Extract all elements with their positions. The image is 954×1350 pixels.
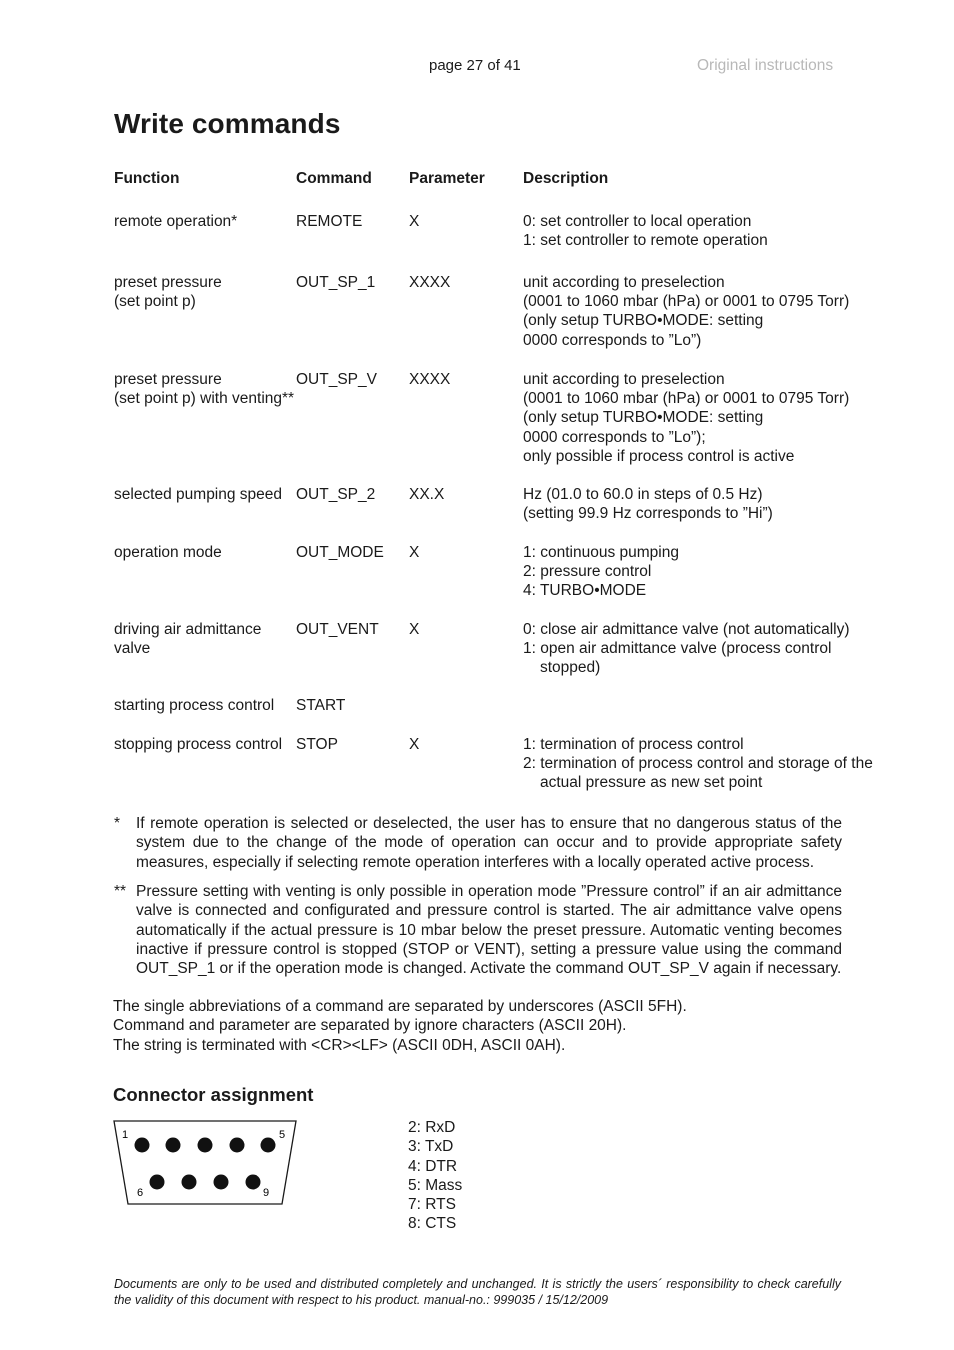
connector-pin <box>246 1175 261 1190</box>
command-cell: OUT_MODE <box>296 544 384 561</box>
function-cell <box>114 620 261 658</box>
function-line: operation mode <box>114 544 222 561</box>
command-cell: OUT_SP_1 <box>296 274 376 291</box>
function-cell <box>114 212 237 231</box>
connector-pin <box>198 1138 213 1153</box>
command-syntax-notes <box>113 997 687 1055</box>
description-line: stopped) <box>540 659 601 677</box>
pin-label-1: 1 <box>122 1129 129 1141</box>
description-line: 4: TURBO•MODE <box>523 582 647 600</box>
connector-pin <box>166 1138 181 1153</box>
function-cell <box>114 370 294 408</box>
pin-label-5: 5 <box>279 1129 286 1141</box>
column-header-function: Function <box>114 170 180 187</box>
page-number: page 27 of 41 <box>429 57 521 74</box>
command-cell: STOP <box>296 736 338 753</box>
connector-assignment-heading: Connector assignment <box>113 1084 314 1105</box>
pin-label-6: 6 <box>137 1187 144 1199</box>
connector-pin <box>182 1175 197 1190</box>
parameter-cell: XXXX <box>409 274 451 291</box>
description-line: 2: pressure control <box>523 563 652 581</box>
pin-label-9: 9 <box>263 1187 270 1199</box>
column-header-parameter: Parameter <box>409 170 485 187</box>
description-line: 1: termination of process control <box>523 736 744 753</box>
parameter-cell: X <box>409 544 420 561</box>
description-line: (0001 to 1060 mbar (hPa) or 0001 to 0795 Torr) <box>523 293 850 311</box>
description-line: (only setup TURBO•MODE: setting <box>523 312 764 330</box>
function-line: valve <box>114 640 151 658</box>
function-line: driving air admittance <box>114 621 262 638</box>
function-line: preset pressure <box>114 371 222 388</box>
description-line: 0: set controller to local operation <box>523 213 752 230</box>
command-cell: REMOTE <box>296 213 363 230</box>
description-cell <box>523 485 773 523</box>
syntax-line: The string is terminated with <CR><LF> (ASCII 0DH, ASCII 0AH). <box>113 1036 566 1054</box>
footer-disclaimer: Documents are only to be used and distributed completely and unchanged. It is strictly the users´ responsibility to check carefully the validity of this document with respect to his product. manual-no.: 999035 / 15/12/2009 <box>114 1277 841 1307</box>
command-cell: OUT_SP_2 <box>296 486 376 503</box>
description-line: 1: open air admittance valve (process control <box>523 640 832 658</box>
command-cell: OUT_VENT <box>296 621 379 638</box>
function-line: preset pressure <box>114 274 222 291</box>
function-cell <box>114 273 222 311</box>
function-line: stopping process control <box>114 736 283 753</box>
description-cell <box>523 273 849 350</box>
description-cell <box>523 543 679 601</box>
function-cell <box>114 485 282 504</box>
column-header-command: Command <box>296 170 372 187</box>
description-line: 0: close air admittance valve (not automatically) <box>523 621 850 638</box>
description-line: 1: continuous pumping <box>523 544 679 561</box>
footnote-marker: ** <box>114 883 127 900</box>
pin-assignment: 3: TxD <box>408 1138 454 1156</box>
description-line: 0000 corresponds to ”Lo”); <box>523 428 706 446</box>
pin-assignment-list <box>408 1118 462 1234</box>
pin-assignment: 5: Mass <box>408 1176 463 1194</box>
db9-connector-diagram <box>110 1118 302 1210</box>
footnote-text: If remote operation is selected or deselected, the user has to ensure that no dangerous status of the system due to the change of the mode of operation can occur and to provide appropriate safety measures, especially if selecting remote operation interferes with a locally operated active process. <box>136 815 842 871</box>
description-line: Hz (01.0 to 60.0 in steps of 0.5 Hz) <box>523 486 763 503</box>
description-cell <box>523 370 849 466</box>
connector-pin <box>150 1175 165 1190</box>
description-cell <box>523 620 850 678</box>
syntax-line: Command and parameter are separated by ignore characters (ASCII 20H). <box>113 1017 627 1035</box>
function-line: remote operation* <box>114 213 238 230</box>
connector-pin <box>230 1138 245 1153</box>
connector-pin <box>214 1175 229 1190</box>
syntax-line: The single abbreviations of a command are separated by underscores (ASCII 5FH). <box>113 998 687 1015</box>
command-cell: OUT_SP_V <box>296 371 377 388</box>
parameter-cell: X <box>409 621 420 638</box>
pin-assignment: 8: CTS <box>408 1215 457 1233</box>
footnote <box>114 882 842 978</box>
parameter-cell: X <box>409 213 420 230</box>
connector-pin <box>135 1138 150 1153</box>
description-line: only possible if process control is active <box>523 447 795 465</box>
pin-assignment: 7: RTS <box>408 1196 456 1214</box>
description-line: (setting 99.9 Hz corresponds to ”Hi”) <box>523 505 773 523</box>
pin-assignment: 4: DTR <box>408 1157 458 1175</box>
function-line: (set point p) with venting** <box>114 390 295 408</box>
parameter-cell: XXXX <box>409 371 451 388</box>
function-line: (set point p) <box>114 293 196 311</box>
function-line: starting process control <box>114 697 275 714</box>
description-line: 0000 corresponds to ”Lo”) <box>523 331 702 349</box>
footnote-marker: * <box>114 815 121 832</box>
footnote <box>114 814 842 872</box>
description-line: unit according to preselection <box>523 371 725 388</box>
description-line: (0001 to 1060 mbar (hPa) or 0001 to 0795 Torr) <box>523 390 850 408</box>
function-cell <box>114 543 222 562</box>
description-line: 1: set controller to remote operation <box>523 232 768 250</box>
description-cell <box>523 212 768 250</box>
command-cell: START <box>296 697 346 714</box>
description-line: 2: termination of process control and storage of the <box>523 755 873 773</box>
function-cell <box>114 735 282 754</box>
function-line: selected pumping speed <box>114 486 283 503</box>
description-line: (only setup TURBO•MODE: setting <box>523 409 764 427</box>
description-cell <box>523 735 873 793</box>
description-line: actual pressure as new set point <box>540 774 763 792</box>
pin-assignment: 2: RxD <box>408 1119 456 1136</box>
column-header-description: Description <box>523 170 609 187</box>
function-cell <box>114 696 274 715</box>
original-instructions-label: Original instructions <box>697 57 834 74</box>
parameter-cell: X <box>409 736 420 753</box>
footnote-text: Pressure setting with venting is only possible in operation mode ”Pressure control” if an air admittance valve is connected and configurated and pressure control is started. The air admittance valve opens automatically if the actual pressure is 10 mbar below the preset pressure. Automatic venting becomes inactive if pressure control is stopped (STOP or VENT), setting a pressure value using the command OUT_SP_1 or if the operation mode is changed. Activate the command OUT_SP_V again if necessary. <box>136 883 842 978</box>
connector-pin <box>261 1138 276 1153</box>
parameter-cell: XX.X <box>409 486 445 503</box>
page-title: Write commands <box>114 108 341 139</box>
description-line: unit according to preselection <box>523 274 725 291</box>
